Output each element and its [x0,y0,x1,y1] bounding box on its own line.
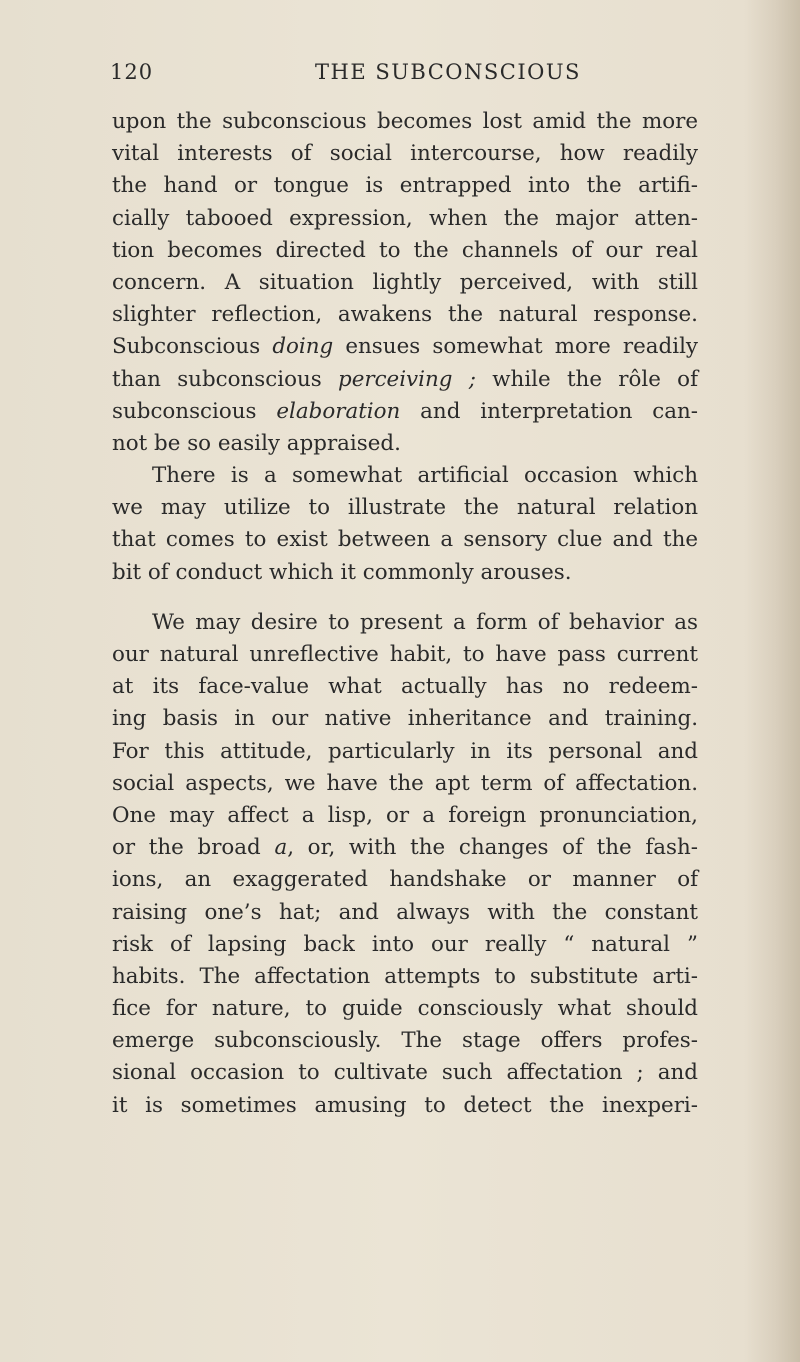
text-line [112,832,698,864]
text-line: ing basis in our native inheritance and training. [112,706,698,732]
text-line [112,331,698,363]
text-line: our natural unreflective habit, to have pass current [112,642,698,667]
paragraph-2 [112,460,698,589]
text-line: We may desire to present a form of behavior as [152,609,698,635]
text-line: we may utilize to illustrate the natural relation [112,495,698,521]
text-run: while the rôle of [475,366,698,392]
text-line: concern. A situation lightly perceived, with still [112,269,698,295]
paragraph-3 [112,607,698,1122]
page-header [110,60,698,96]
text-line: upon the subconscious becomes lost amid the more [112,109,698,134]
text-line: cially tabooed expression, when the major atten- [112,205,698,231]
text-line [112,364,698,396]
text-line: There is a somewhat artificial occasion which [152,463,698,489]
text-line: social aspects, we have the apt term of affectation. [112,770,698,796]
italic-text: a [274,835,288,861]
text-line: raising one’s hat; and always with the constant [112,899,698,925]
italic-text: elaboration [276,398,401,424]
text-run: subconscious [112,398,277,424]
text-run: or the broad [112,835,275,861]
text-line: the hand or tongue is entrapped into the artifi- [112,173,698,199]
text-line: sional occasion to cultivate such affectation ; and [112,1060,698,1086]
text-run: than subconscious [112,366,338,392]
text-line: One may affect a lisp, or a foreign pronunciation, [112,802,698,828]
text-line: at its face-value what actually has no redeem- [112,674,698,700]
running-head: THE SUBCONSCIOUS [315,60,581,84]
text-line: fice for nature, to guide consciously what should [112,996,698,1022]
body-text [112,106,698,1122]
text-line [112,396,698,428]
text-line: slighter reflection, awakens the natural response. [112,302,698,328]
text-run: Subconscious [112,334,273,360]
text-line: that comes to exist between a sensory clue and the [112,527,698,553]
text-run: and interpretation can- [400,398,698,424]
text-line: not be so easily appraised. [112,430,401,456]
text-line: bit of conduct which it commonly arouses. [112,559,572,585]
text-run: ensues somewhat more readily [333,334,698,360]
text-line: it is sometimes amusing to detect the inexperi- [112,1092,698,1118]
italic-text: perceiving ; [338,366,476,392]
text-line: habits. The affectation attempts to substitute arti- [112,963,698,989]
text-line: For this attitude, particularly in its personal and [112,738,698,764]
text-line: tion becomes directed to the channels of our real [112,237,698,263]
text-run: , or, with the changes of the fash- [287,835,698,861]
text-line: vital interests of social intercourse, how readily [112,141,698,167]
italic-text: doing [272,334,334,360]
paragraph-1 [112,106,698,460]
text-line: emerge subconsciously. The stage offers profes- [112,1028,698,1054]
text-line: ions, an exaggerated handshake or manner of [112,867,698,893]
paragraph-gap [112,589,698,607]
text-line: risk of lapsing back into our really “ natural ” [112,931,698,957]
page-number: 120 [110,60,154,84]
